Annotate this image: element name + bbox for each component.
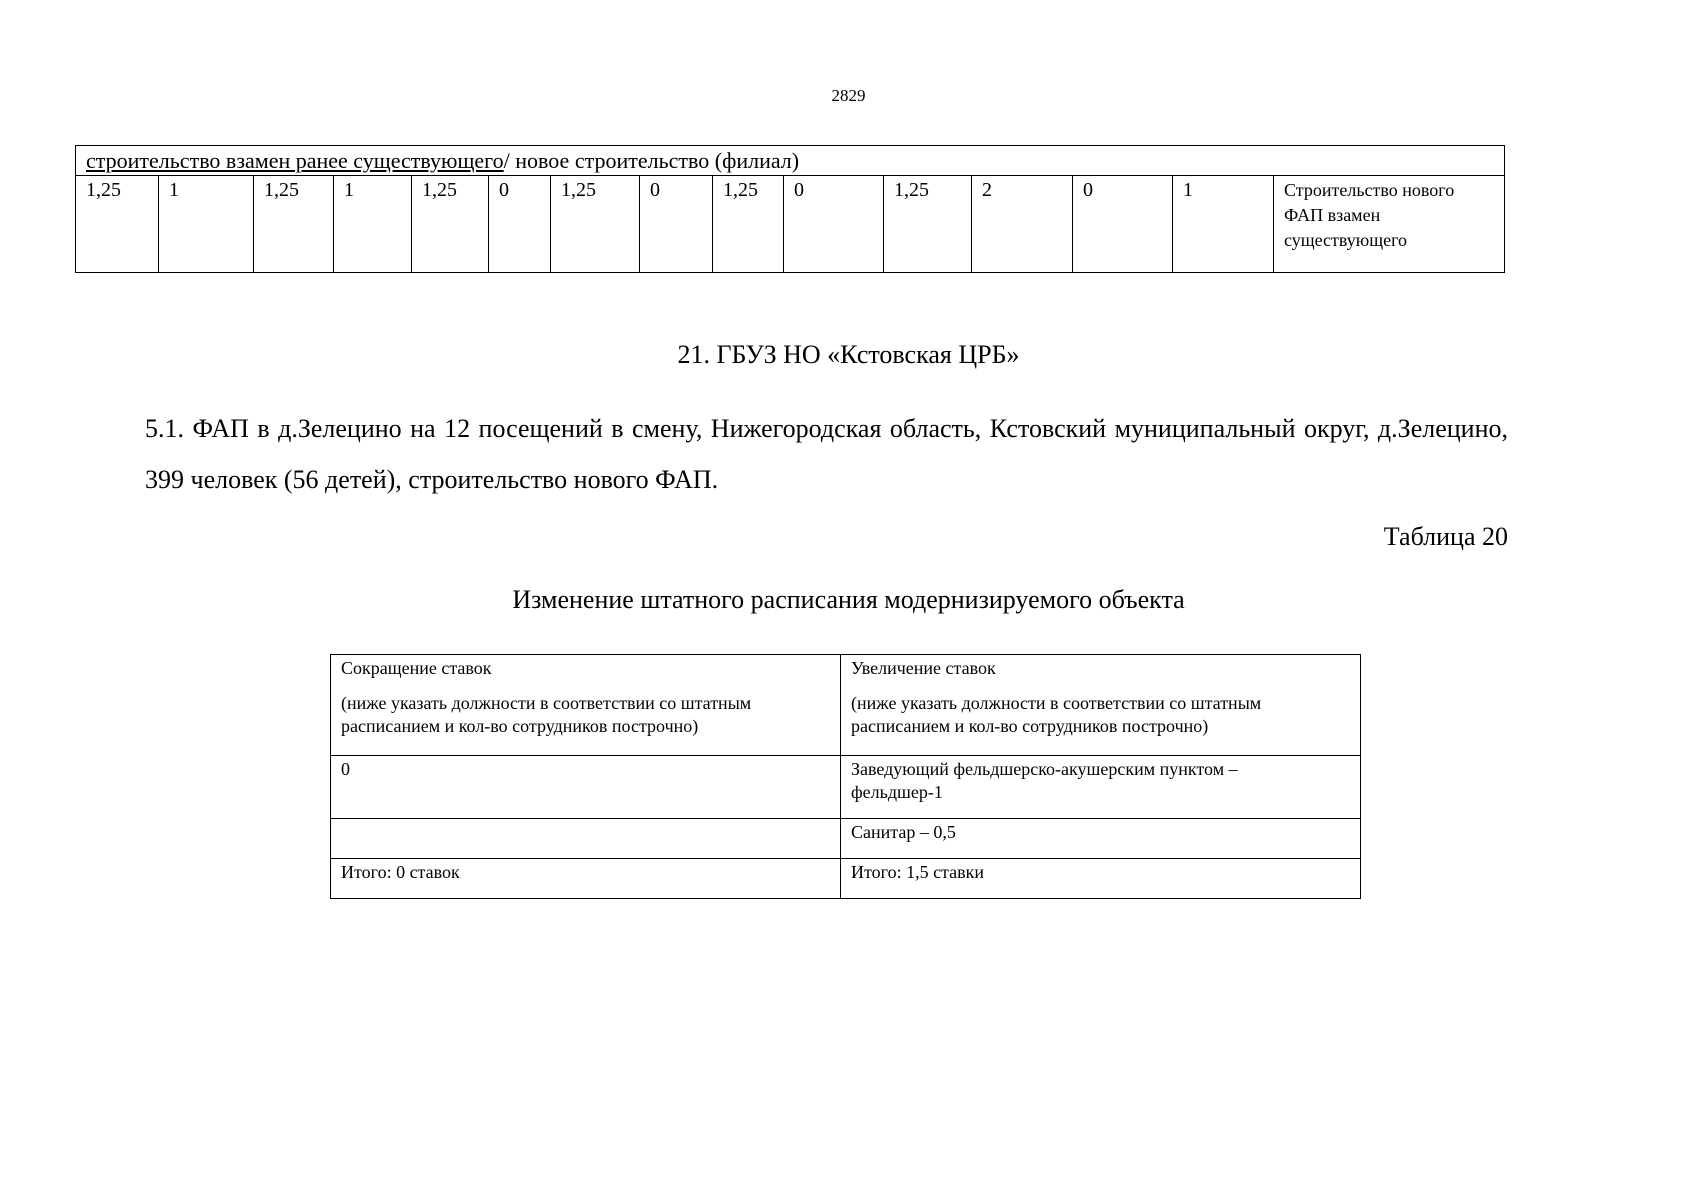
table-label: Таблица 20 [1383, 522, 1508, 551]
table-row [331, 819, 1361, 859]
header-note [851, 692, 1350, 738]
table-cell-left: 0 [331, 756, 841, 819]
top-table-cell: 0 [1073, 176, 1173, 273]
cell-line: Заведующий фельдшерско-акушерским пунктом – [851, 759, 1238, 779]
staff-table-header-row [331, 655, 1361, 756]
top-table-cell: 1,25 [884, 176, 972, 273]
top-table [75, 145, 1505, 273]
top-table-cell: 1,25 [551, 176, 640, 273]
table-cell-left [331, 819, 841, 859]
top-table-note-line: существующего [1284, 230, 1408, 250]
page-number: 2829 [831, 86, 866, 105]
top-table-cell: 1,25 [76, 176, 159, 273]
table-cell-right [841, 756, 1361, 819]
top-table-cell: 0 [489, 176, 551, 273]
table-title: Изменение штатного расписания модернизируемого объекта [512, 585, 1185, 614]
table-row [331, 756, 1361, 819]
staff-table-header-reduction [331, 655, 841, 756]
top-table-caption-rest: / новое строительство (филиал) [503, 148, 800, 173]
top-table-caption-underlined: строительство взамен ранее существующего [86, 148, 504, 173]
section-heading: 21. ГБУЗ НО «Кстовская ЦРБ» [677, 340, 1020, 369]
header-note-line: (ниже указать должности в соответствии со штатным [341, 693, 752, 713]
header-title: Сокращение ставок [341, 658, 492, 678]
top-table-cell: 1 [1173, 176, 1274, 273]
total-right: Итого: 1,5 ставки [841, 859, 1361, 899]
top-table-cell: 1,25 [412, 176, 489, 273]
top-table-cell: 0 [784, 176, 884, 273]
header-note-line: (ниже указать должности в соответствии со штатным [851, 693, 1262, 713]
top-table-cell: 2 [972, 176, 1073, 273]
top-table-note-line: Строительство нового [1284, 180, 1455, 200]
top-table-cell: 1 [159, 176, 254, 273]
header-title: Увеличение ставок [851, 658, 996, 678]
cell-line: Санитар – 0,5 [851, 822, 956, 842]
top-table-cell: 0 [640, 176, 713, 273]
top-table-row [76, 176, 1505, 273]
staff-table-header-increase [841, 655, 1361, 756]
top-table-caption [76, 146, 1505, 176]
top-table-cell: 1,25 [713, 176, 784, 273]
table-totals-row [331, 859, 1361, 899]
top-table-note-cell [1274, 176, 1505, 273]
header-note [341, 692, 830, 738]
header-note-line: расписанием и кол-во сотрудников построчно) [341, 716, 699, 736]
header-note-line: расписанием и кол-во сотрудников построчно) [851, 716, 1209, 736]
table-cell-right [841, 819, 1361, 859]
body-paragraph: 5.1. ФАП в д.Зелецино на 12 посещений в смену, Нижегородская область, Кстовский муниципальный округ, д.Зелецино, 399 человек (56 детей), строительство нового ФАП. [145, 414, 1508, 494]
total-left: Итого: 0 ставок [331, 859, 841, 899]
top-table-cell: 1,25 [254, 176, 334, 273]
top-table-cell: 1 [334, 176, 412, 273]
top-table-note-line: ФАП взамен [1284, 205, 1381, 225]
staff-table [330, 654, 1361, 899]
cell-line: фельдшер-1 [851, 782, 943, 802]
